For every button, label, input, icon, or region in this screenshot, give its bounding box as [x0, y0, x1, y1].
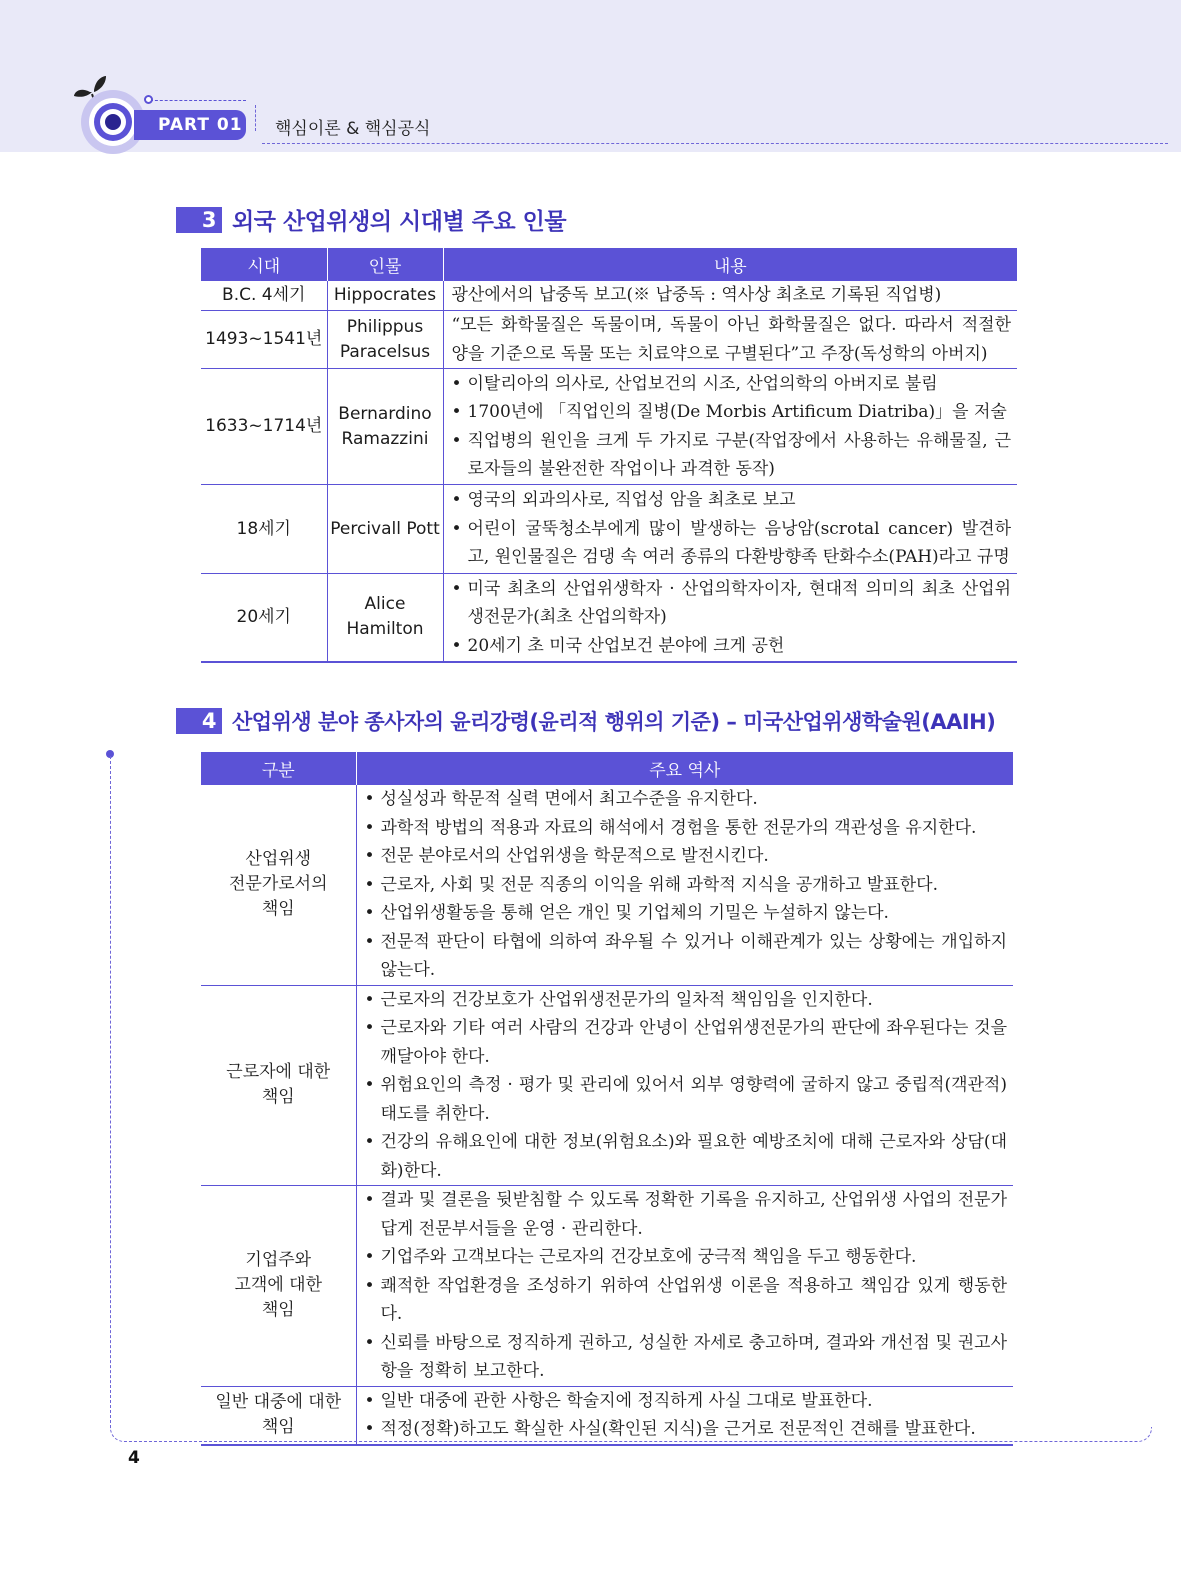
table-row	[201, 369, 1017, 485]
content-cell	[443, 574, 1017, 662]
content-cell	[356, 985, 1013, 1186]
content-bullet: • 신뢰를 바탕으로 정직하게 권하고, 성실한 자세로 충고하며, 결과와 개선점 및 권고사항을 정확히 보고한다.	[365, 1329, 1008, 1386]
category-text: 근로자에 대한	[226, 1062, 331, 1083]
era-cell	[201, 485, 327, 574]
content-bullet: • 근로자, 사회 및 전문 직종의 이익을 위해 과학적 지식을 공개하고 발표한다.	[365, 871, 1008, 900]
section-4-heading	[176, 706, 995, 736]
content-bullet: • 적정(정확)하고도 확실한 사실(확인된 지식)을 근거로 전문적인 견해를 발표한다.	[365, 1415, 1008, 1444]
col-header-main: 주요 역사	[356, 752, 1013, 785]
table-row	[201, 485, 1017, 574]
content-bullet: • 영국의 외과의사로, 직업성 암을 최초로 보고	[452, 486, 1012, 515]
content-cell	[443, 281, 1017, 311]
content-bullet: • 일반 대중에 관한 사항은 학술지에 정직하게 사실 그대로 발표한다.	[365, 1387, 1008, 1416]
header-title: 핵심이론 & 핵심공식	[275, 119, 431, 139]
page-frame-bottom	[110, 1427, 1152, 1442]
category-cell	[201, 1186, 356, 1387]
content-bullet: • 위험요인의 측정 · 평가 및 관리에 있어서 외부 영향력에 굴하지 않고 중립적(객관적) 태도를 취한다.	[365, 1071, 1008, 1128]
table-header-row	[201, 752, 1013, 785]
category-text: 책임	[261, 1087, 295, 1108]
part-label: PART 01	[134, 110, 246, 140]
table-row	[201, 574, 1017, 662]
person-name: Alice	[364, 594, 406, 615]
content-cell	[443, 311, 1017, 369]
table-row	[201, 1186, 1013, 1387]
section-3-title: 외국 산업위생의 시대별 주요 인물	[232, 209, 567, 235]
content-bullet: • 직업병의 원인을 크게 두 가지로 구분(작업장에서 사용하는 유해물질, 근로자들의 불완전한 작업이나 과격한 동작)	[452, 427, 1012, 484]
era-text: 1633~1714년	[205, 416, 323, 436]
era-cell	[201, 574, 327, 662]
content-bullet: • 기업주와 고객보다는 근로자의 건강보호에 궁극적 책임을 두고 행동한다.	[365, 1243, 1008, 1272]
person-name: Hippocrates	[333, 285, 437, 305]
margin-dashed-rule	[110, 756, 111, 1428]
col-header-content: 내용	[443, 248, 1017, 281]
content-bullet: • 건강의 유해요인에 대한 정보(위험요소)와 필요한 예방조치에 대해 근로자와 상담(대화)한다.	[365, 1128, 1008, 1185]
historical-figures-table	[201, 248, 1017, 663]
category-text: 책임	[261, 899, 295, 920]
era-text: 1493~1541년	[205, 329, 323, 349]
content-bullet: • 20세기 초 미국 산업보건 분야에 크게 공헌	[452, 632, 1012, 661]
content-bullet: • 1700년에 「직업인의 질병(De Morbis Artificum Diatriba)」을 저술	[452, 398, 1012, 427]
category-text: 책임	[261, 1417, 295, 1437]
section-3-heading	[176, 203, 566, 236]
content-bullet: • 근로자의 건강보호가 산업위생전문가의 일차적 책임임을 인지한다.	[365, 986, 1008, 1015]
table-header-row	[201, 248, 1017, 281]
section-3-number: 3	[176, 207, 222, 233]
section-4-number: 4	[176, 708, 222, 734]
content-cell	[443, 485, 1017, 574]
header-divider	[255, 105, 256, 131]
category-cell	[201, 785, 356, 986]
person-cell	[327, 369, 443, 485]
part-dotted-line	[150, 100, 246, 101]
category-cell	[201, 985, 356, 1186]
content-bullet: • 결과 및 결론을 뒷받침할 수 있도록 정확한 기록을 유지하고, 산업위생 사업의 전문가답게 전문부서들을 운영 · 관리한다.	[365, 1186, 1008, 1243]
era-text: B.C. 4세기	[222, 285, 306, 305]
section-4-title: 산업위생 분야 종사자의 윤리강령(윤리적 행위의 기준) – 미국산업위생학술원(AAIH)	[232, 710, 996, 734]
person-name: Paracelsus	[339, 341, 431, 362]
content-bullet: • 근로자와 기타 여러 사람의 건강과 안녕이 산업위생전문가의 판단에 좌우된다는 것을 깨달아야 한다.	[365, 1014, 1008, 1071]
era-cell	[201, 281, 327, 311]
table-row	[201, 785, 1013, 986]
person-name: Bernardino	[338, 403, 432, 424]
content-bullet: • 어린이 굴뚝청소부에게 많이 발생하는 음낭암(scrotal cancer) 발견하고, 원인물질은 검댕 속 여러 종류의 다환방향족 탄화수소(PAH)라고 규명	[452, 515, 1012, 572]
era-cell	[201, 311, 327, 369]
part-dot	[144, 95, 153, 104]
content-bullet: • 이탈리아의 의사로, 산업보건의 시조, 산업의학의 아버지로 불림	[452, 370, 1012, 399]
col-header-category: 구분	[201, 752, 356, 785]
content-bullet: • 전문 분야로서의 산업위생을 학문적으로 발전시킨다.	[365, 842, 1008, 871]
content-text: 광산에서의 납중독 보고(※ 납중독 : 역사상 최초로 기록된 직업병)	[451, 285, 942, 306]
header-dashed-rule	[262, 143, 1168, 144]
person-cell	[327, 574, 443, 662]
person-name: Percivall Pott	[330, 518, 440, 539]
category-text: 일반 대중에 대한	[215, 1392, 342, 1412]
category-text: 산업위생	[245, 849, 312, 870]
content-bullet: • 과학적 방법의 적용과 자료의 해석에서 경험을 통한 전문가의 객관성을 유지한다.	[365, 814, 1008, 843]
content-cell	[443, 369, 1017, 485]
content-cell	[356, 1186, 1013, 1387]
col-header-era: 시대	[201, 248, 327, 281]
content-text: “모든 화학물질은 독물이며, 독물이 아닌 화학물질은 없다. 따라서 적절한 양을 기준으로 독물 또는 치료약으로 구별된다”고 주장(독성학의 아버지)	[451, 315, 1011, 364]
content-bullet: • 성실성과 학문적 실력 면에서 최고수준을 유지한다.	[365, 785, 1008, 814]
person-cell	[327, 281, 443, 311]
category-text: 고객에 대한	[234, 1275, 322, 1296]
category-text: 전문가로서의	[228, 874, 328, 895]
content-bullet: • 전문적 판단이 타협에 의하여 좌우될 수 있거나 이해관계가 있는 상황에는 개입하지 않는다.	[365, 928, 1008, 985]
table-row	[201, 985, 1013, 1186]
era-cell	[201, 369, 327, 485]
person-cell	[327, 311, 443, 369]
content-bullet: • 쾌적한 작업환경을 조성하기 위하여 산업위생 이론을 적용하고 책임감 있게 행동한다.	[365, 1272, 1008, 1329]
content-cell	[356, 785, 1013, 986]
content-bullet: • 미국 최초의 산업위생학자 · 산업의학자이자, 현대적 의미의 최초 산업위생전문가(최초 산업의학자)	[452, 575, 1012, 632]
content-bullet: • 산업위생활동을 통해 얻은 개인 및 기업체의 기밀은 누설하지 않는다.	[365, 899, 1008, 928]
person-name: Hamilton	[346, 619, 424, 640]
category-text: 기업주와	[245, 1250, 312, 1271]
ethics-code-table	[201, 752, 1013, 1446]
era-text: 20세기	[236, 606, 291, 627]
era-text: 18세기	[236, 518, 291, 539]
person-name: Ramazzini	[341, 428, 429, 449]
col-header-person: 인물	[327, 248, 443, 281]
person-cell	[327, 485, 443, 574]
category-text: 책임	[261, 1300, 295, 1321]
person-name: Philippus	[346, 316, 424, 337]
table-row	[201, 311, 1017, 369]
table-row	[201, 281, 1017, 311]
page-number: 4	[128, 1448, 140, 1468]
